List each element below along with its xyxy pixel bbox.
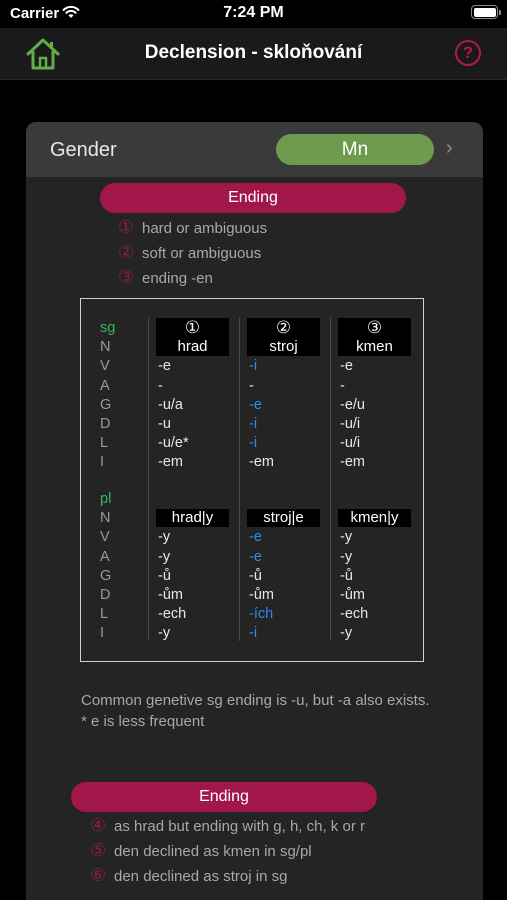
ending-cell: -	[158, 377, 163, 394]
ending-cell: -u/e*	[158, 435, 189, 452]
column-divider	[239, 317, 240, 641]
legend-item	[90, 813, 365, 838]
column-word: hrad	[177, 338, 208, 355]
ending-cell: -i	[249, 625, 258, 642]
status-time: 7:24 PM	[223, 4, 284, 21]
ending-cell: -ů	[249, 567, 262, 584]
ending-cell: -	[340, 377, 345, 394]
case-label: I	[100, 454, 105, 471]
column-word: kmen	[356, 338, 393, 355]
ending-cell: -y	[158, 548, 171, 565]
legend-text: soft or ambiguous	[142, 245, 262, 262]
page-title: Declension - skloňování	[144, 42, 363, 63]
note-genitive: Common genetive sg ending is -u, but -a also exists.	[81, 692, 430, 709]
column-header	[247, 318, 320, 356]
column-number: ①	[184, 318, 201, 337]
case-label: D	[100, 416, 111, 432]
gender-row[interactable]	[26, 122, 483, 177]
singular-label: sg	[100, 320, 116, 336]
legend-number: ①	[118, 217, 135, 237]
case-label: A	[100, 548, 110, 565]
status-bar	[0, 0, 507, 28]
ending-cell: -ů	[158, 567, 171, 584]
legend-item	[90, 863, 365, 888]
plural-header: stroj|e	[247, 509, 320, 527]
case-label: L	[100, 606, 109, 623]
help-icon[interactable]: ?	[455, 40, 481, 66]
ending-cell: -u	[158, 416, 171, 432]
ending-cell: -y	[340, 625, 353, 642]
ending-cell: -e/u	[340, 396, 365, 413]
ending-cell: -ům	[249, 587, 274, 603]
case-label: N	[100, 510, 111, 527]
case-label: V	[100, 358, 110, 375]
plural-header: kmen|y	[338, 509, 411, 527]
column-word: stroj	[269, 338, 298, 355]
battery-icon	[471, 5, 498, 19]
case-label: G	[100, 396, 112, 413]
note-frequency: * e is less frequent	[81, 712, 205, 730]
case-label: L	[100, 435, 109, 452]
column-header	[338, 318, 411, 356]
ending-legend-1	[118, 215, 267, 290]
ending-header-1: Ending	[100, 183, 406, 213]
ending-cell: -i	[249, 435, 258, 452]
gender-label: Gender	[50, 139, 117, 161]
ending-cell: -ům	[158, 587, 183, 603]
ending-cell: -em	[158, 454, 183, 471]
carrier-label: Carrier	[10, 5, 60, 22]
ending-cell: -ech	[340, 606, 369, 623]
column-header	[156, 318, 229, 356]
case-label: G	[100, 567, 112, 584]
column-number: ②	[275, 318, 292, 337]
legend-text: den declined as kmen in sg/pl	[114, 843, 312, 860]
legend-text: hard or ambiguous	[142, 220, 268, 237]
ending-cell: -e	[249, 396, 262, 413]
ending-cell: -y	[158, 625, 171, 642]
notes	[81, 691, 441, 732]
gender-value-pill[interactable]: Mn	[276, 134, 434, 165]
ending-cell: -em	[249, 454, 274, 471]
declension-table	[80, 298, 424, 662]
column-divider	[148, 317, 149, 641]
ending-cell: -e	[340, 358, 353, 375]
ending-cell: -y	[340, 529, 353, 546]
ending-cell: -ům	[340, 587, 365, 603]
column-number: ③	[366, 318, 383, 337]
ending-cell: -i	[249, 416, 258, 432]
ending-cell: -i	[249, 358, 258, 375]
plural-label: pl	[100, 491, 112, 507]
case-label: A	[100, 377, 110, 394]
ending-cell: -e	[249, 529, 262, 546]
legend-item	[118, 215, 267, 240]
legend-text: den declined as stroj in sg	[114, 868, 288, 885]
ending-cell: -e	[158, 358, 171, 375]
ending-cell: -y	[158, 529, 171, 546]
ending-cell: -ů	[340, 567, 353, 584]
ending-cell: -ích	[249, 606, 274, 623]
ending-header-2: Ending	[71, 782, 377, 812]
ending-legend-2	[90, 813, 365, 888]
ending-cell: -u/i	[340, 435, 361, 452]
ending-cell: -u/a	[158, 396, 183, 413]
column-divider	[330, 317, 331, 641]
ending-cell: -u/i	[340, 416, 361, 432]
plural-header: hrad|y	[156, 509, 229, 527]
ending-cell: -ech	[158, 606, 187, 623]
legend-number: ⑥	[90, 865, 107, 885]
declension-card	[26, 122, 483, 900]
legend-number: ②	[118, 242, 135, 262]
legend-text: as hrad but ending with g, h, ch, k or r	[114, 818, 365, 835]
nav-bar	[0, 28, 507, 80]
legend-item	[90, 838, 365, 863]
ending-cell: -em	[340, 454, 365, 471]
case-label: D	[100, 587, 111, 603]
ending-cell: -e	[249, 548, 262, 565]
legend-number: ③	[118, 267, 135, 287]
legend-text: ending -en	[142, 270, 213, 287]
case-label: V	[100, 529, 110, 546]
case-label: N	[100, 339, 111, 356]
ending-cell: -	[249, 377, 254, 394]
case-label: I	[100, 625, 105, 642]
legend-item	[118, 240, 267, 265]
legend-item	[118, 265, 267, 290]
chevron-right-icon: ›	[446, 137, 453, 159]
legend-number: ⑤	[90, 840, 107, 860]
legend-number: ④	[90, 815, 107, 835]
ending-cell: -y	[340, 548, 353, 565]
